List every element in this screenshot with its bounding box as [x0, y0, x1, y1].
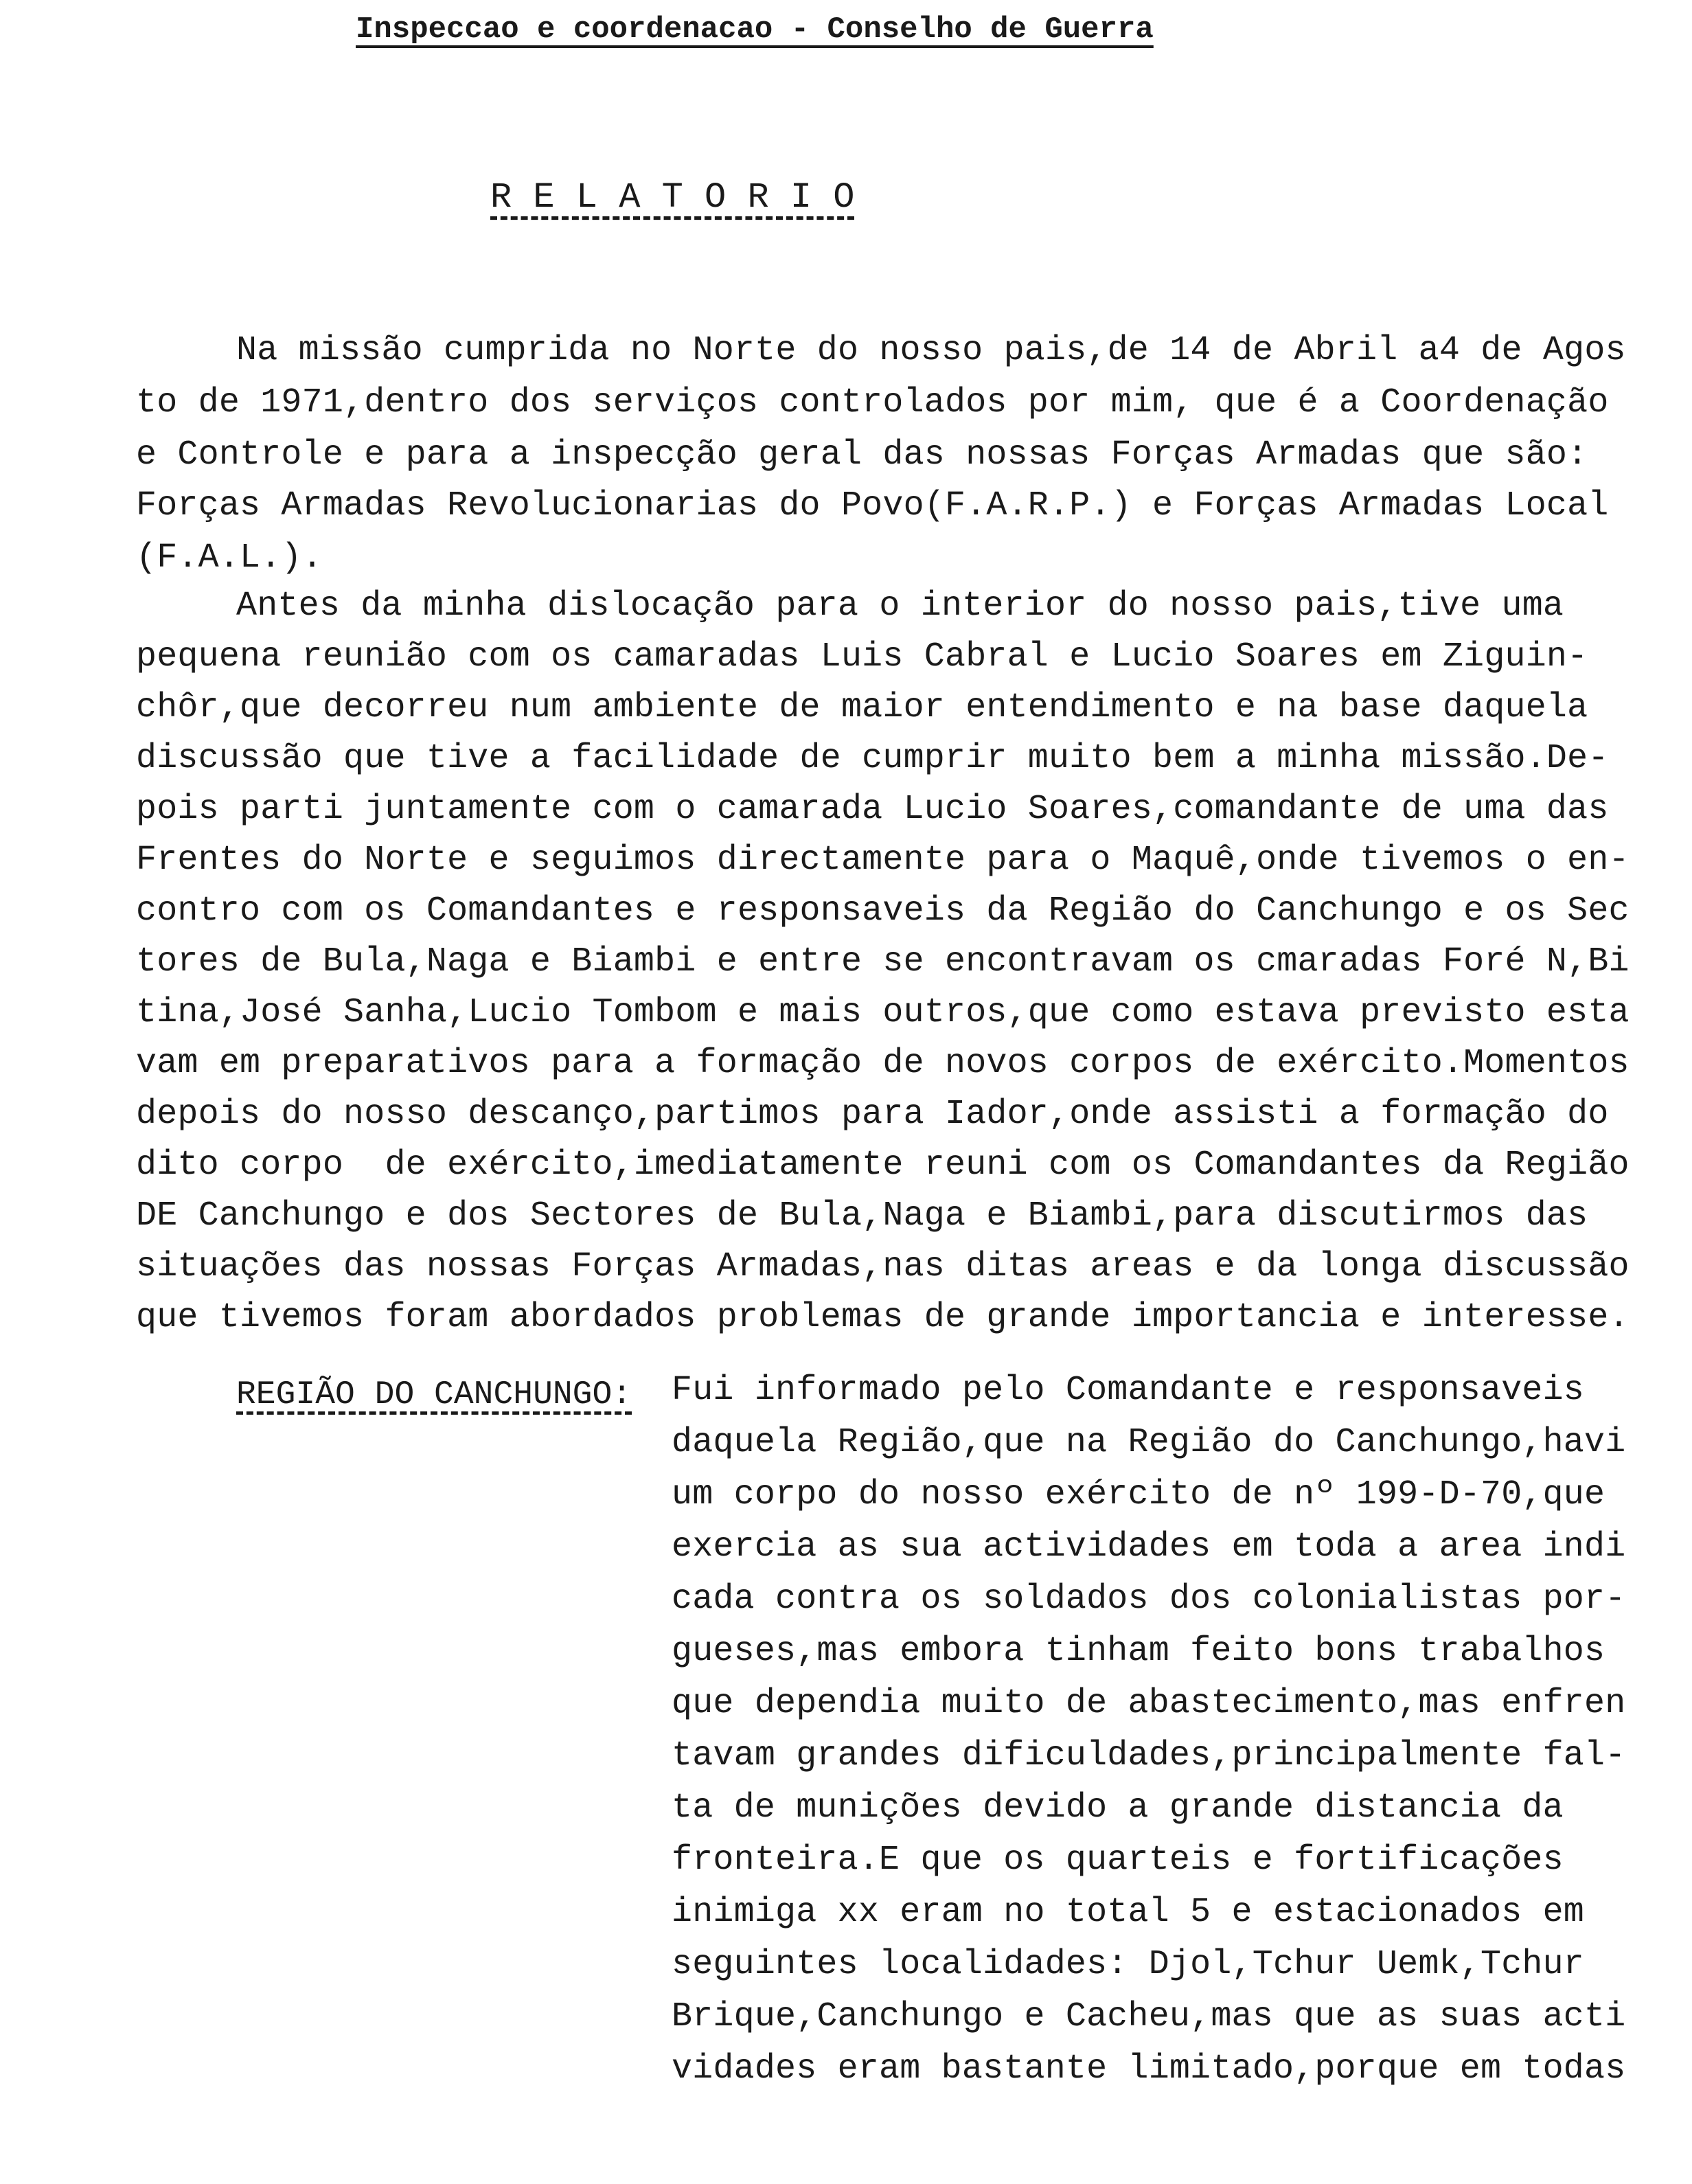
paragraph-line: pois parti juntamente com o camarada Lucio Soares,comandante de uma das — [136, 790, 1609, 829]
paragraph-line: Forças Armadas Revolucionarias do Povo(F.A.R.P.) e Forças Armadas Local — [136, 486, 1609, 525]
paragraph-line: que tivemos foram abordados problemas de grande importancia e interesse. — [136, 1298, 1630, 1337]
paragraph-line: e Controle e para a inspecção geral das nossas Forças Armadas que são: — [136, 435, 1588, 475]
paragraph-line: DE Canchungo e dos Sectores de Bula,Naga e Biambi,para discutirmos das — [136, 1196, 1588, 1236]
section-line: tavam grandes dificuldades,principalmente fal- — [672, 1736, 1626, 1775]
section-line: fronteira.E que os quarteis e fortificações — [672, 1841, 1564, 1880]
section-line: um corpo do nosso exército de nº 199-D-70,que — [672, 1475, 1605, 1514]
paragraph-line: situações das nossas Forças Armadas,nas ditas areas e da longa discussão — [136, 1247, 1630, 1286]
paragraph-line: chôr,que decorreu num ambiente de maior entendimento e na base daquela — [136, 688, 1588, 727]
section-line: que dependia muito de abastecimento,mas enfren — [672, 1684, 1626, 1723]
section-line: gueses,mas embora tinham feito bons trabalhos — [672, 1632, 1605, 1671]
document-title: R E L A T O R I O — [490, 177, 855, 218]
paragraph-line: discussão que tive a facilidade de cumprir muito bem a minha missão.De- — [136, 739, 1609, 778]
section-line: Fui informado pelo Comandante e responsaveis — [672, 1371, 1585, 1410]
paragraph-line: pequena reunião com os camaradas Luis Cabral e Lucio Soares em Ziguin- — [136, 637, 1588, 676]
section-label: REGIÃO DO CANCHUNGO: — [236, 1376, 632, 1413]
section-line: seguintes localidades: Djol,Tchur Uemk,Tchur — [672, 1945, 1585, 1984]
paragraph-line: (F.A.L.). — [136, 538, 323, 578]
section-line: ta de munições devido a grande distancia da — [672, 1788, 1564, 1828]
section-line: daquela Região,que na Região do Canchungo,havi — [672, 1423, 1626, 1462]
paragraph-line: depois do nosso descanço,partimos para Iador,onde assisti a formação do — [136, 1095, 1609, 1134]
paragraph-line: tores de Bula,Naga e Biambi e entre se encontravam os cmaradas Foré N,Bi — [136, 942, 1630, 981]
section-line: exercia as sua actividades em toda a area indi — [672, 1527, 1626, 1567]
section-line: vidades eram bastante limitado,porque em todas — [672, 2049, 1626, 2089]
paragraph-line: to de 1971,dentro dos serviços controlados por mim, que é a Coordenação — [136, 383, 1609, 422]
section-line: Brique,Canchungo e Cacheu,mas que as suas acti — [672, 1997, 1626, 2036]
paragraph-line: tina,José Sanha,Lucio Tombom e mais outros,que como estava previsto esta — [136, 993, 1630, 1032]
paragraph-line: vam em preparativos para a formação de novos corpos de exército.Momentos — [136, 1044, 1630, 1083]
paragraph-line: Antes da minha dislocação para o interior do nosso pais,tive uma — [236, 587, 1564, 626]
document-header: Inspeccao e coordenacao - Conselho de Guerra — [356, 12, 1154, 47]
section-line: cada contra os soldados dos colonialistas por- — [672, 1580, 1626, 1619]
paragraph-line: Frentes do Norte e seguimos directamente para o Maquê,onde tivemos o en- — [136, 841, 1630, 880]
section-line: inimiga xx eram no total 5 e estacionados em — [672, 1893, 1585, 1932]
paragraph-line: contro com os Comandantes e responsaveis da Região do Canchungo e os Sec — [136, 891, 1630, 931]
paragraph-line: Na missão cumprida no Norte do nosso pais,de 14 de Abril a4 de Agos — [236, 331, 1626, 370]
paragraph-line: dito corpo de exército,imediatamente reuni com os Comandantes da Região — [136, 1146, 1630, 1185]
